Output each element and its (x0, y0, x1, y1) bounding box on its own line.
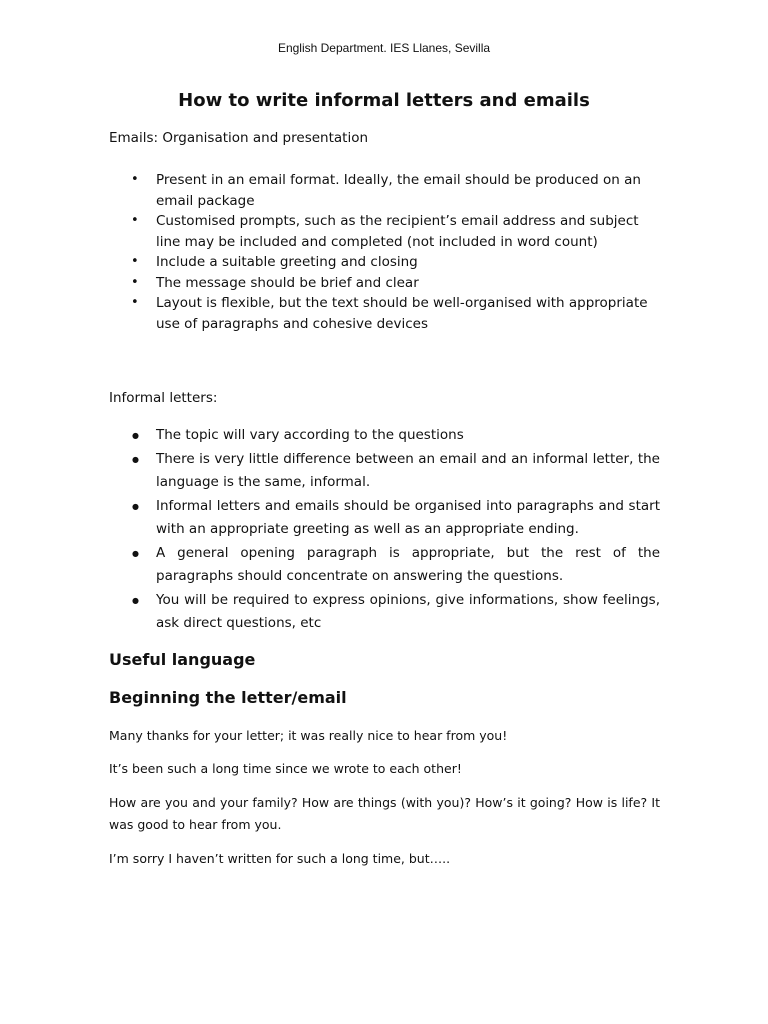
emails-heading: Emails: Organisation and presentation (109, 130, 369, 146)
list-item: ● Informal letters and emails should be organised into paragraphs and start with an appropriate greeting as well as an appropriate ending. (109, 495, 660, 542)
list-item: ● You will be required to express opinions, give informations, show feelings, ask direct questions, etc (109, 589, 660, 636)
phrase-paragraph: It’s been such a long time since we wrote to each other! (109, 761, 462, 776)
page-header: English Department. IES Llanes, Sevilla (277, 41, 491, 55)
useful-language-heading: Useful language (109, 650, 256, 669)
emails-bullet-list (109, 170, 649, 334)
list-item: ● The topic will vary according to the questions (109, 424, 660, 448)
list-item: • Present in an email format. Ideally, the email should be produced on an email package (109, 170, 649, 211)
list-item: • Layout is flexible, but the text should be well-organised with appropriate use of paragraphs and cohesive devices (109, 293, 649, 334)
list-item: ● A general opening paragraph is appropriate, but the rest of the paragraphs should concentrate on answering the questions. (109, 542, 660, 589)
phrase-paragraph: How are you and your family? How are things (with you)? How’s it going? How is life? It was good to hear from you. (109, 795, 660, 832)
list-item: ● There is very little difference between an email and an informal letter, the language is the same, informal. (109, 448, 660, 495)
informal-letters-heading: Informal letters: (109, 390, 218, 406)
list-item: • Include a suitable greeting and closing (109, 252, 649, 273)
phrase-paragraph: Many thanks for your letter; it was really nice to hear from you! (109, 728, 508, 743)
list-item: • The message should be brief and clear (109, 273, 649, 294)
beginning-heading: Beginning the letter/email (109, 688, 347, 707)
letters-bullet-list (109, 424, 660, 636)
phrase-paragraph: I’m sorry I haven’t written for such a long time, but….. (109, 851, 451, 866)
list-item: • Customised prompts, such as the recipient’s email address and subject line may be included and completed (not included in word count) (109, 211, 649, 252)
document-title: How to write informal letters and emails (178, 90, 590, 111)
